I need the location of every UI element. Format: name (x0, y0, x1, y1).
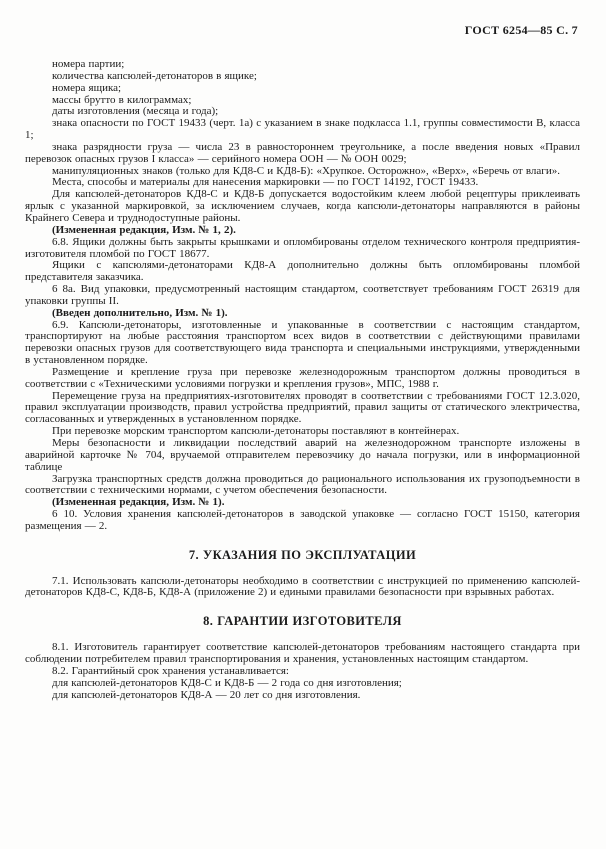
amendment-note: (Измененная редакция, Изм. № 1). (52, 496, 225, 509)
paragraph: для капсюлей-детонаторов КД8-С и КД8-Б — 2 года со дня изготовления; (52, 676, 402, 689)
paragraph: Размещение и крепление груза при перевозке железнодорожным транспортом должны проводиться в соответствии с «Техническими условиями погрузки и крепления грузов», МПС, 1988 г. (25, 365, 580, 390)
paragraph: 6.9. Капсюли-детонаторы, изготовленные и упакованные в соответствии с настоящим стандартом, транспортируют на любые расстояния транспортом всех видов в соответствии с действующими правилами перевозки опасных грузов для соответствующего вида транспорта и специальными инструкциями, утвержденными в установленном порядке. (25, 318, 580, 367)
paragraph: Ящики с капсюлями-детонаторами КД8-А дополнительно должны быть опломбированы пломбой представителя заказчика. (25, 259, 580, 284)
paragraph: Меры безопасности и ликвидации последствий аварий на железнодорожном транспорте изложены в аварийной карточке № 704, вручаемой отправителем перевозчику до начала погрузки, или в информационной таблице (25, 437, 580, 473)
standard-number-page-label: ГОСТ 6254—85 С. 7 (464, 23, 578, 37)
amendment-note: (Введен дополнительно, Изм. № 1). (52, 306, 228, 319)
section-heading: 7. УКАЗАНИЯ ПО ЭКСПЛУАТАЦИИ (188, 547, 417, 562)
paragraph: Перемещение груза на предприятиях-изготовителях проводят в соответствии с требованиями ГОСТ 12.3.020, правил эксплуатации производств, правил устройства предприятий, правил защиты от статического электричества, согласованных и утвержденных в установленном порядке. (25, 389, 580, 426)
paragraph: для капсюлей-детонаторов КД8-А — 20 лет со дня изготовления. (52, 688, 361, 701)
paragraph: При перевозке морским транспортом капсюли-детонаторы поставляют в контейнерах. (52, 425, 460, 438)
paragraph: 6.8. Ящики должны быть закрыты крышками и опломбированы отделом технического контроля предприятия-изготовителя пломбой по ГОСТ 18677. (25, 235, 580, 260)
list-item: манипуляционных знаков (только для КД8-С и КД8-Б): «Хрупкое. Осторожно», «Верх», «Беречь от влаги». (52, 164, 560, 177)
list-item: массы брутто в килограммах; (52, 93, 192, 106)
list-item: номера ящика; (52, 81, 122, 94)
paragraph: 7.1. Использовать капсюли-детонаторы необходимо в соответствии с инструкцией по применению капсюлей-детонаторов КД8-С, КД8-Б, КД8-А (приложение 2) и едиными правилами безопасности при взрывных работах. (25, 574, 580, 599)
list-item: количества капсюлей-детонаторов в ящике; (52, 69, 257, 82)
amendment-note: (Измененная редакция, Изм. № 1, 2). (52, 223, 236, 236)
document-body (25, 59, 580, 701)
paragraph: Места, способы и материалы для нанесения маркировки — по ГОСТ 14192, ГОСТ 19433. (52, 176, 479, 189)
paragraph: Загрузка транспортных средств должна проводиться до рационального использования их грузоподъемности в соответствии с техническими нормами, с учетом обеспечения безопасности. (25, 472, 580, 497)
list-item: даты изготовления (месяца и года); (52, 105, 219, 118)
list-item: знака опасности по ГОСТ 19433 (черт. 1а) с указанием в знаке подкласса 1.1, группы совместимости В, класса 1; (25, 117, 580, 142)
list-item: знака разрядности груза — числа 23 в равностороннем треугольнике, а после введения новых «Правил перевозок опасных грузов I класса» — серийного номера ООН — № ООН 0029; (25, 140, 580, 165)
paragraph: 8.1. Изготовитель гарантирует соответствие капсюлей-детонаторов требованиям настоящего стандарта при соблюдении потребителем правил транспортирования и хранения, установленных настоящим стандартом. (25, 641, 580, 665)
paragraph: Для капсюлей-детонаторов КД8-С и КД8-Б допускается водостойким клеем любой рецептуры приклеивать ярлык с указанной маркировкой, за исключением случаев, когда капсюли-детонаторы направляются в районы Крайнего Севера и труднодоступные районы. (25, 188, 580, 224)
page-header (25, 23, 580, 38)
list-item: номера партии; (52, 58, 125, 70)
paragraph: 6 8а. Вид упаковки, предусмотренный настоящим стандартом, соответствует требованиям ГОСТ 26319 для упаковки группы II. (25, 283, 580, 307)
paragraph: 6 10. Условия хранения капсюлей-детонаторов в заводской упаковке — согласно ГОСТ 15150, категория размещения — 2. (25, 508, 580, 532)
section-heading: 8. ГАРАНТИИ ИЗГОТОВИТЕЛЯ (203, 614, 402, 629)
paragraph: 8.2. Гарантийный срок хранения устанавливается: (52, 664, 289, 677)
